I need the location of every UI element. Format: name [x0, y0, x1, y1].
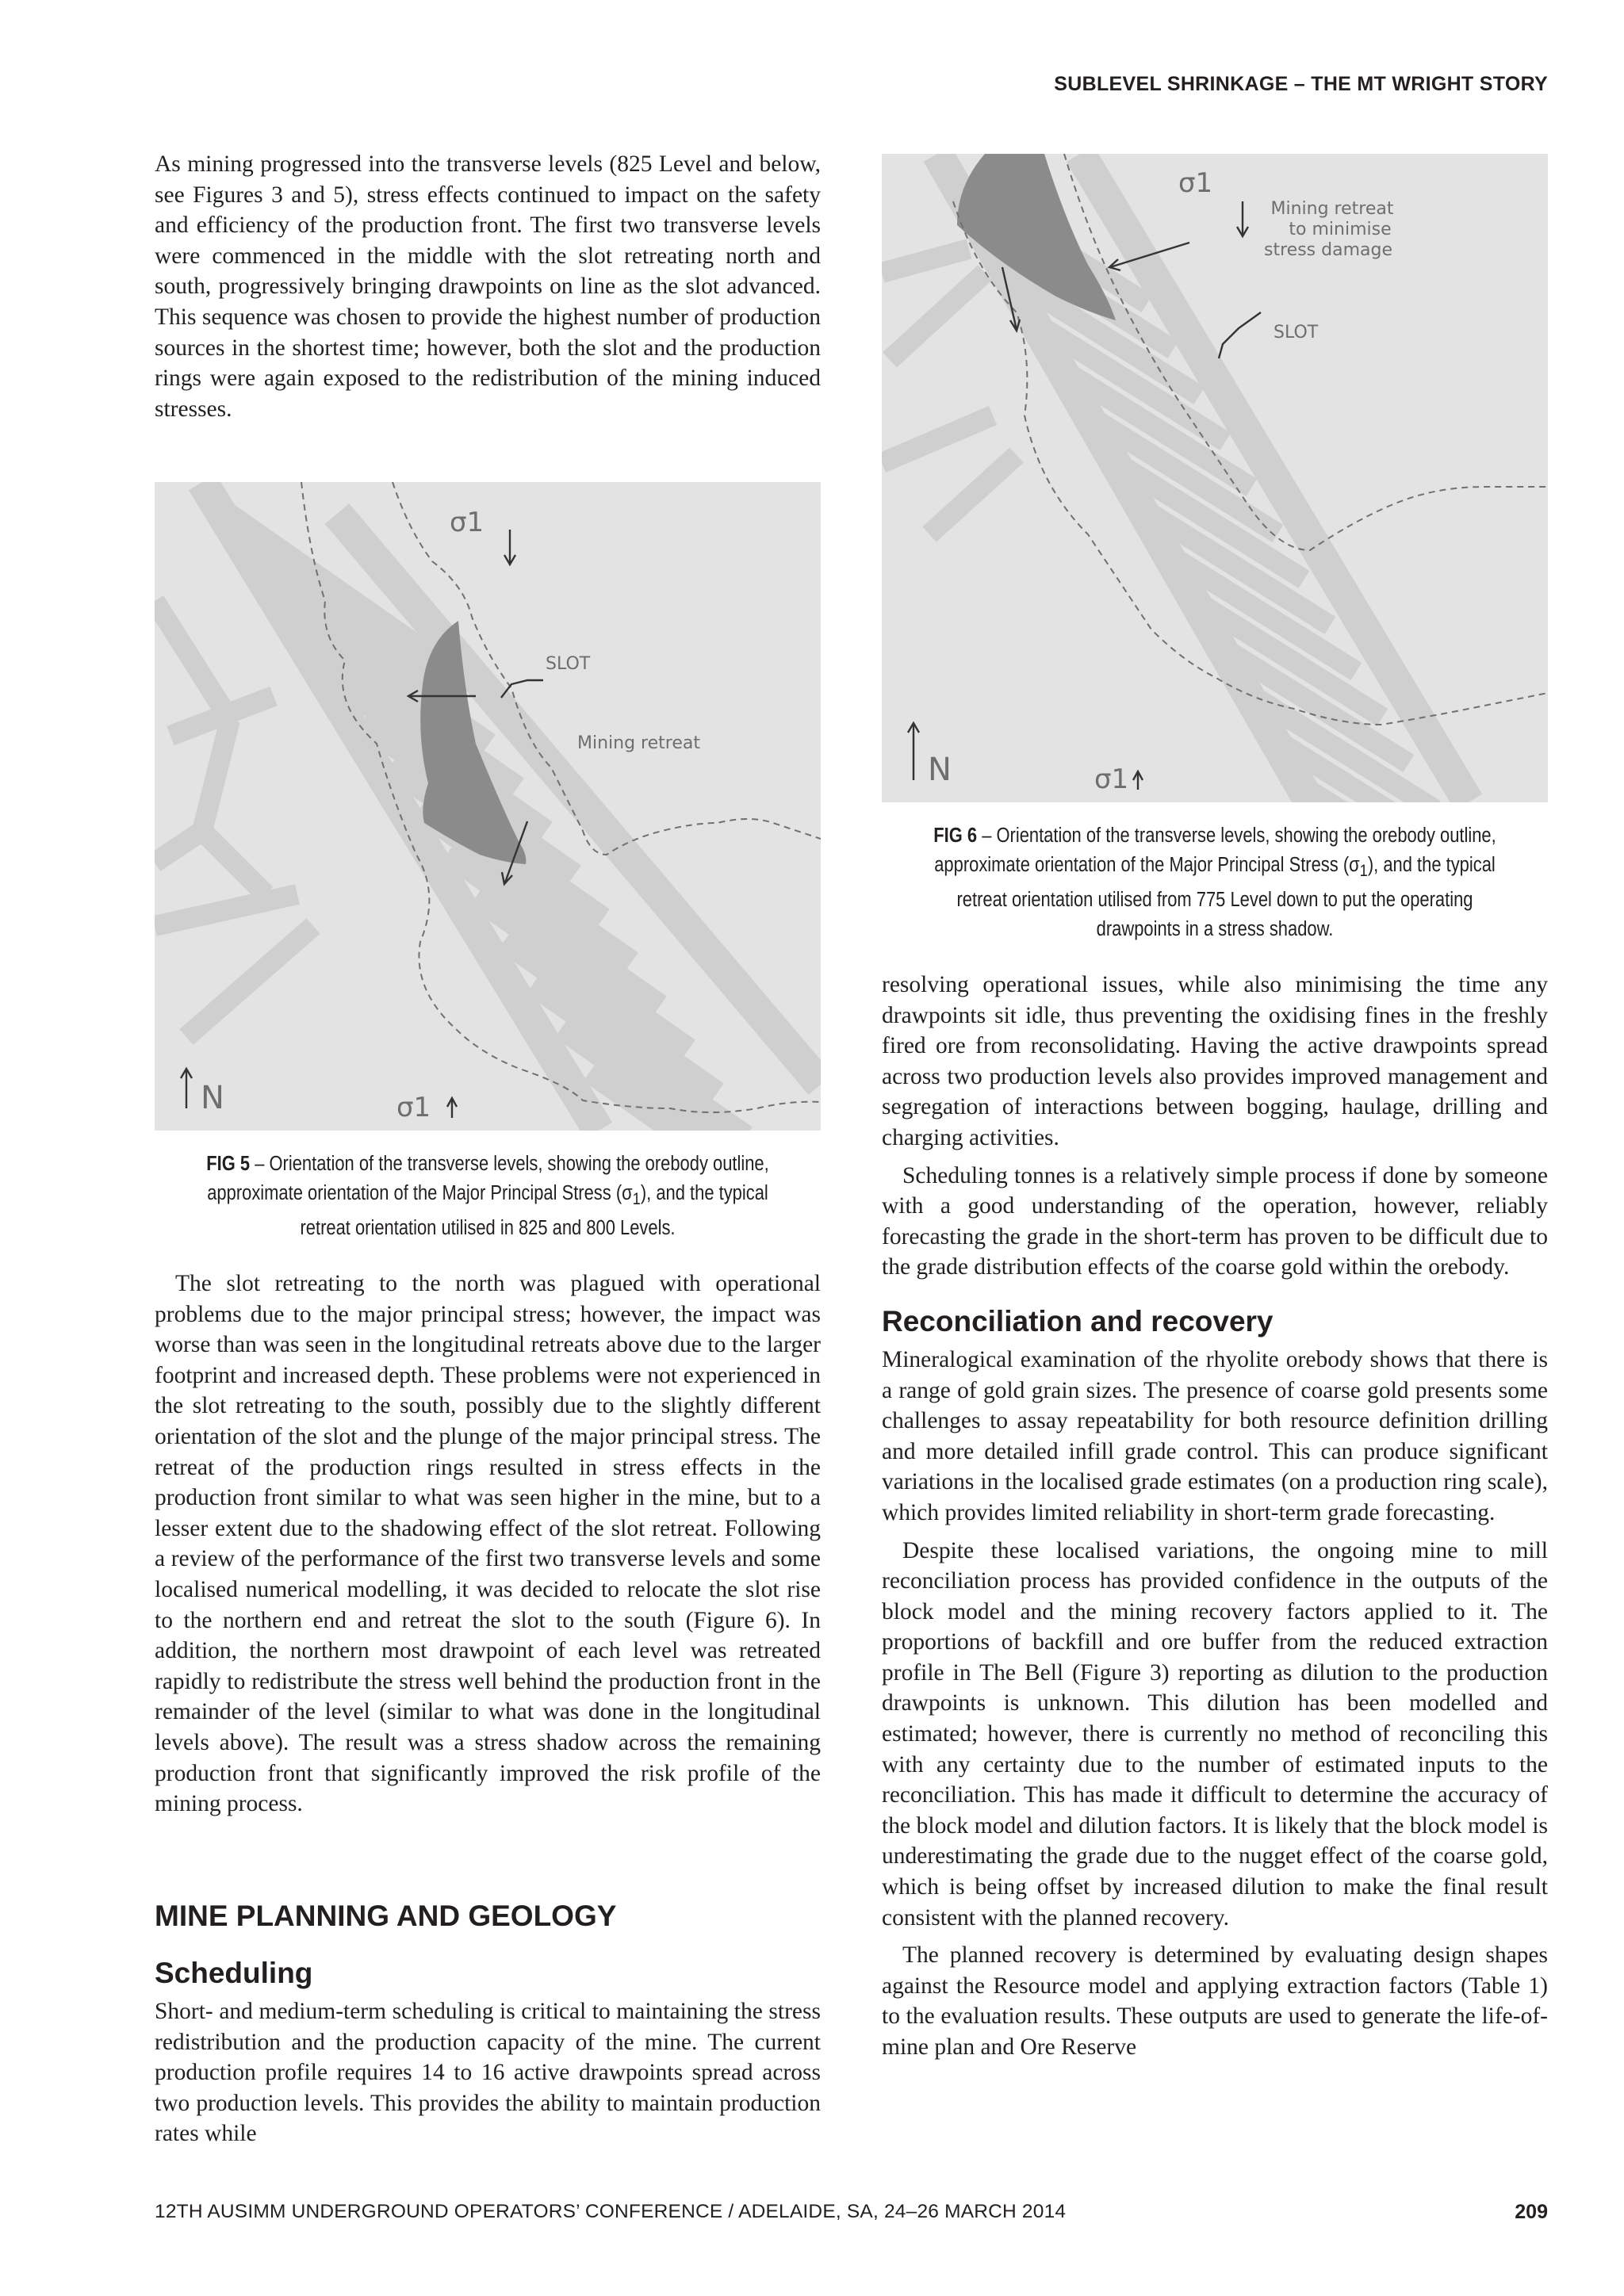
left-column-top: [155, 149, 821, 424]
scheduling-heading: Scheduling: [155, 1957, 313, 1989]
fig6-caption-label: FIG 6: [933, 825, 978, 847]
body-paragraph: Short- and medium-term scheduling is critical to maintaining the stress redistribution and the production capacity of the mine. The current production profile requires 14 to 16 active drawpoints spread across two production levels. This provides the ability to maintain production rates while: [155, 1999, 821, 2147]
section-heading: MINE PLANNING AND GEOLOGY: [155, 1900, 617, 1932]
fig6-north-label: N: [928, 752, 952, 788]
fig6-diagram: [882, 154, 1548, 802]
fig6-sigma-bottom-label: σ1: [1094, 763, 1129, 795]
fig6-slot-label: SLOT: [1274, 323, 1319, 342]
body-paragraph: As mining progressed into the transverse levels (825 Level and below, see Figures 3 and 5), stress effects continued to impact on the safety and efficiency of the production front. The first two transverse levels were commenced in the middle with the slot retreating north and south, progressively bringing drawpoints on line as the slot advanced. This sequence was chosen to provide the highest number of production sources in the shortest time; however, both the slot and the production rings were again exposed to the redistribution of the mining induced stresses.: [155, 151, 821, 422]
fig5-caption-subscript: 1: [632, 1189, 641, 1209]
fig5-production-crosscuts: [218, 506, 803, 1131]
fig5-caption-text-a: – Orientation of the transverse levels, showing the orebody outline, approximate orientation of the Major Principal Stress (σ: [207, 1153, 769, 1204]
fig6-caption-subscript: 1: [1359, 861, 1368, 881]
right-column-lower: [882, 970, 1548, 2063]
fig6-sigma-top-label: σ1: [1178, 167, 1213, 199]
running-head: SUBLEVEL SHRINKAGE – THE MT WRIGHT STORY: [1054, 73, 1548, 95]
footer-conference: 12TH AUSIMM UNDERGROUND OPERATORS’ CONFERENCE / ADELAIDE, SA, 24–26 MARCH 2014: [155, 2201, 1067, 2222]
fig5-access-drives: [155, 601, 313, 1037]
figure-6: [882, 154, 1548, 802]
figure-5-caption: [201, 1150, 774, 1243]
fig5-caption-label: FIG 5: [206, 1153, 251, 1175]
figure-6-caption: [929, 821, 1501, 944]
reconciliation-heading: Reconciliation and recovery: [882, 1304, 1274, 1337]
left-column-scheduling: [155, 1957, 821, 2149]
fig6-access-drives: [882, 249, 1017, 534]
figure-5: [155, 482, 821, 1131]
left-column-lower: [155, 1269, 821, 1820]
fig6-caption-text-a: – Orientation of the transverse levels, showing the orebody outline, approximate orientation of the Major Principal Stress (σ: [934, 825, 1496, 876]
fig5-sigma-bottom-label: σ1: [396, 1092, 431, 1123]
fig6-retreat-line1: Mining retreat: [1270, 199, 1394, 219]
fig5-north-label: N: [201, 1080, 224, 1116]
body-paragraph: The planned recovery is determined by evaluating design shapes against the Resource model and applying extraction factors (Table 1) to the evaluation results. These outputs are used to generate the life-of-mine plan and Ore Reserve: [882, 1942, 1548, 2060]
fig6-caption-text-b: ), and the typical retreat orientation utilised from 775 Level down to put the operating drawpoints in a stress shadow.: [956, 854, 1496, 941]
body-paragraph: Despite these localised variations, the ongoing mine to mill reconciliation process has provided confidence in the outputs of the block model and the mining recovery factors applied to it. The proportions of backfill and ore buffer from the reduced extraction profile in The Bell (Figure 3) reporting as dilution to the production drawpoints is unknown. This dilution has been modelled and estimated; however, there is currently no method of reconciling this with any certainty due to the number of estimated inputs to the reconciliation. This has made it difficult to determine the accuracy of the block model and dilution factors. It is likely that the block model is underestimating the grade due to the nugget effect of the coarse gold, which is being offset by increased dilution to make the final result consistent with the planned recovery.: [882, 1537, 1548, 1931]
body-paragraph: Scheduling tonnes is a relatively simple process if done by someone with a good understanding of the operation, however, reliably forecasting the grade in the short-term has proven to be difficult due to the grade distribution effects of the coarse gold within the orebody.: [882, 1162, 1548, 1280]
fig5-caption-text-b: ), and the typical retreat orientation utilised in 825 and 800 Levels.: [300, 1182, 768, 1240]
body-paragraph: resolving operational issues, while also minimising the time any drawpoints sit idle, thus preventing the oxidising fines in the freshly fired ore from reconsolidating. Having the active drawpoints spread across two production levels also provides improved management and segregation of interactions between bogging, haulage, drilling and charging activities.: [882, 972, 1548, 1150]
fig5-diagram: [155, 482, 821, 1131]
fig5-sigma-top-label: σ1: [450, 507, 485, 538]
body-paragraph: Mineralogical examination of the rhyolite orebody shows that there is a range of gold grain sizes. The presence of coarse gold presents some challenges to assay repeatability for both resource definition drilling and more detailed infill grade control. This can produce significant variations in the localised grade estimates (on a production ring scale), which provides limited reliability in short-term grade forecasting.: [882, 1346, 1548, 1525]
fig6-retreat-line2: to minimise: [1289, 220, 1392, 239]
fig5-mining-retreat-label: Mining retreat: [577, 733, 700, 753]
body-paragraph: The slot retreating to the north was plagued with operational problems due to the major principal stress; however, the impact was worse than was seen in the longitudinal retreats above due to the larger footprint and increased depth. These problems were not experienced in the slot retreating to the south, possibly due to the slightly different orientation of the slot and the plunge of the major principal stress. The retreat of the production rings resulted in stress effects in the production front similar to what was seen higher in the mine, but to a lesser extent due to the shadowing effect of the slot retreat. Following a review of the performance of the first two transverse levels and some localised numerical modelling, it was decided to relocate the slot rise to the northern end and retreat the slot to the south (Figure 6). In addition, the northern most drawpoint of each level was retreated rapidly to redistribute the stress well behind the production front in the remainder of the level (similar to what was done in the longitudinal levels above). The result was a stress shadow across the remaining production front that significantly improved the risk profile of the mining process.: [155, 1271, 821, 1817]
page-number: 209: [1515, 2201, 1548, 2223]
fig5-slot-label: SLOT: [546, 654, 591, 674]
fig6-retreat-line3: stress damage: [1264, 240, 1392, 260]
